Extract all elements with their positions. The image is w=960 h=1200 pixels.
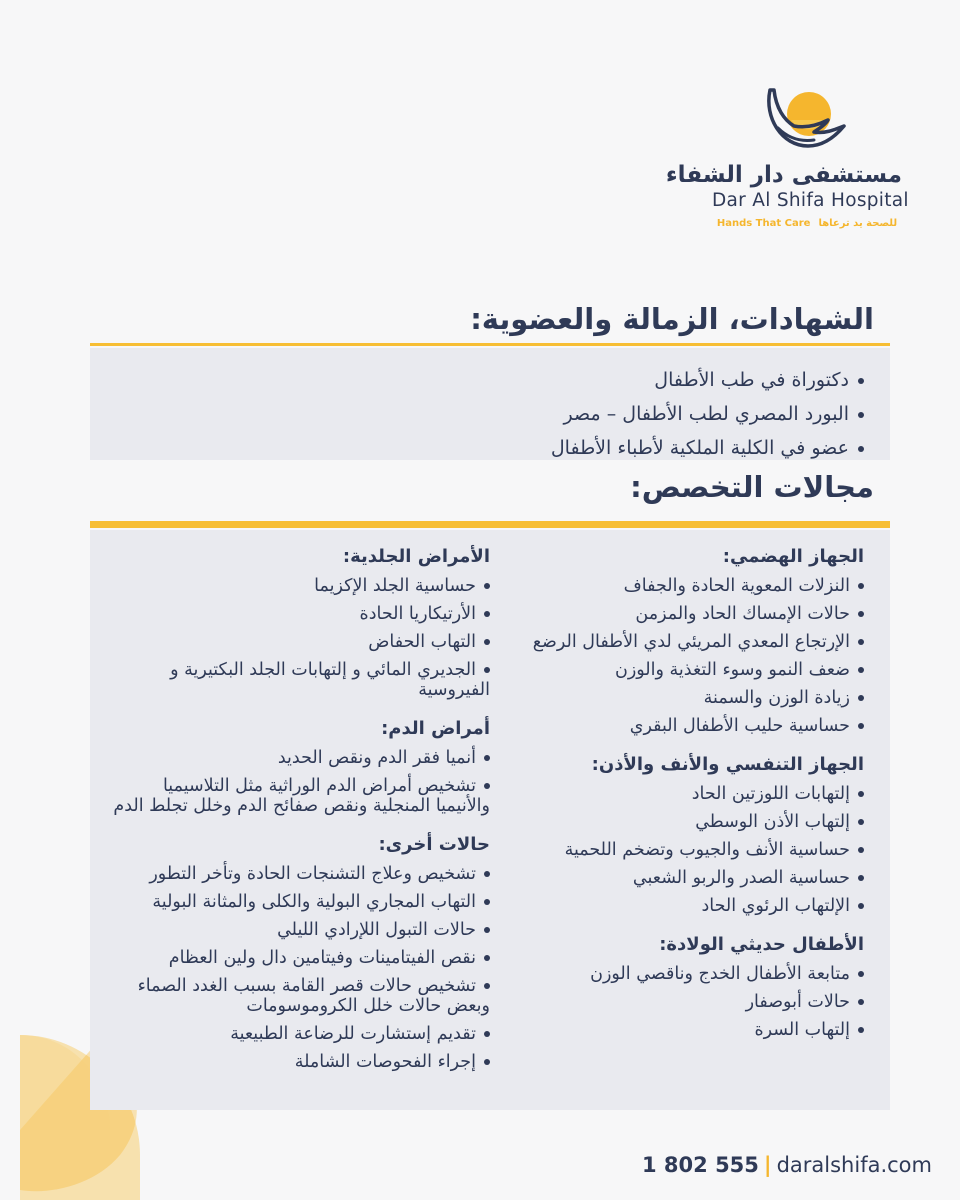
- list-item: [504, 600, 864, 628]
- list-item: [504, 864, 864, 892]
- bullet-icon: [858, 583, 864, 589]
- category-list: [504, 780, 864, 920]
- list-item-text: التهاب المجاري البولية والكلى والمثانة البولية: [152, 892, 476, 912]
- brand-name-arabic: مستشفى دار الشفاء: [665, 162, 902, 188]
- category-list: [110, 860, 490, 1076]
- list-item: [90, 397, 864, 431]
- bullet-icon: [858, 999, 864, 1005]
- list-item-text: الإرتجاع المعدي المريئي لدي الأطفال الرضع: [532, 632, 850, 652]
- list-item-text: إلتهابات اللوزتين الحاد: [691, 784, 850, 804]
- bullet-icon: [858, 723, 864, 729]
- bullet-icon: [484, 611, 490, 617]
- list-item: [504, 712, 864, 740]
- category-list: [110, 572, 490, 704]
- list-item-text: تشخيص أمراض الدم الوراثية مثل التلاسيميا والأنيميا المنجلية ونقص صفائح الدم وخلل تجلط الدم: [113, 776, 490, 816]
- bullet-icon: [858, 875, 864, 881]
- bullet-icon: [858, 819, 864, 825]
- bullet-icon: [484, 639, 490, 645]
- bullet-icon: [858, 639, 864, 645]
- category-heading: أمراض الدم:: [381, 718, 490, 739]
- list-item: [110, 888, 490, 916]
- bullet-icon: [484, 871, 490, 877]
- specialties-column-right: [504, 546, 864, 1044]
- list-item-text: النزلات المعوية الحادة والجفاف: [623, 576, 850, 596]
- list-item: [110, 656, 490, 704]
- bullet-icon: [858, 611, 864, 617]
- bullet-icon: [484, 783, 490, 789]
- list-item-text: حالات الإمساك الحاد والمزمن: [635, 604, 850, 624]
- list-item: [504, 960, 864, 988]
- list-item: [504, 892, 864, 920]
- list-item: [504, 836, 864, 864]
- list-item-text: نقص الفيتامينات وفيتامين دال ولين العظام: [168, 948, 476, 968]
- bullet-icon: [484, 1059, 490, 1065]
- certifications-title: الشهادات، الزمالة والعضوية:: [470, 302, 874, 336]
- list-item: [110, 1020, 490, 1048]
- category-heading: الجهاز التنفسي والأنف والأذن:: [591, 754, 864, 775]
- category-list: [110, 744, 490, 820]
- bullet-icon: [484, 983, 490, 989]
- list-item-text: حالات أبوصفار: [745, 992, 850, 1012]
- list-item: [504, 656, 864, 684]
- category-heading: الأطفال حديثي الولادة:: [659, 934, 864, 955]
- category-heading: الأمراض الجلدية:: [342, 546, 490, 567]
- list-item: [504, 808, 864, 836]
- hospital-logo-icon: [764, 80, 850, 158]
- list-item: [504, 780, 864, 808]
- specialties-title: مجالات التخصص:: [630, 470, 874, 504]
- list-item: [110, 600, 490, 628]
- website-link[interactable]: daralshifa.com: [776, 1153, 932, 1177]
- list-item-text: الجديري المائي و إلتهابات الجلد البكتيرية و الفيروسية: [170, 660, 490, 700]
- list-item: [504, 1016, 864, 1044]
- list-item: [110, 972, 490, 1020]
- list-item: [110, 772, 490, 820]
- list-item-text: البورد المصري لطب الأطفال – مصر: [563, 403, 849, 425]
- bullet-icon: [484, 927, 490, 933]
- list-item: [90, 431, 864, 465]
- certifications-box: [90, 348, 890, 460]
- bullet-icon: [858, 847, 864, 853]
- bullet-icon: [858, 903, 864, 909]
- list-item: [504, 572, 864, 600]
- list-item-text: حالات التبول اللإرادي الليلي: [277, 920, 476, 940]
- hospital-logo: [665, 80, 909, 270]
- list-item-text: تشخيص وعلاج التشنجات الحادة وتأخر التطور: [149, 864, 476, 884]
- list-item-text: تقديم إستشارت للرضاعة الطبيعية: [230, 1024, 476, 1044]
- list-item: [110, 916, 490, 944]
- bullet-icon: [858, 412, 864, 418]
- list-item-text: إلتهاب السرة: [754, 1020, 850, 1040]
- list-item-text: دكتوراة في طب الأطفال: [654, 369, 849, 391]
- tagline-english: Hands That Care: [716, 218, 811, 229]
- list-item-text: أنميا فقر الدم ونقص الحديد: [277, 748, 476, 768]
- certifications-list: [90, 348, 890, 465]
- specialties-box: [90, 530, 890, 1110]
- list-item: [110, 1048, 490, 1076]
- list-item-text: عضو في الكلية الملكية لأطباء الأطفال: [550, 437, 849, 459]
- bullet-icon: [484, 899, 490, 905]
- list-item: [110, 744, 490, 772]
- list-item-text: تشخيص حالات قصر القامة بسبب الغدد الصماء وبعض حالات خلل الكروموسومات: [137, 976, 490, 1016]
- list-item: [110, 628, 490, 656]
- list-item-text: حساسية الأنف والجيوب وتضخم اللحمية: [564, 840, 850, 860]
- footer-separator: |: [763, 1153, 772, 1177]
- list-item: [504, 684, 864, 712]
- bullet-icon: [484, 1031, 490, 1037]
- bullet-icon: [858, 1027, 864, 1033]
- list-item-text: حساسية الجلد الإكزيما: [314, 576, 476, 596]
- list-item-text: حساسية حليب الأطفال البقري: [629, 716, 850, 736]
- bullet-icon: [858, 971, 864, 977]
- list-item-text: إلتهاب الأذن الوسطي: [695, 812, 850, 832]
- bullet-icon: [484, 955, 490, 961]
- list-item-text: متابعة الأطفال الخدج وناقصي الوزن: [590, 964, 850, 984]
- category-heading: الجهاز الهضمي:: [722, 546, 864, 567]
- bullet-icon: [484, 583, 490, 589]
- bullet-icon: [858, 791, 864, 797]
- list-item-text: زيادة الوزن والسمنة: [703, 688, 850, 708]
- bullet-icon: [484, 667, 490, 673]
- specialties-divider: [90, 521, 890, 528]
- bullet-icon: [858, 378, 864, 384]
- list-item: [504, 628, 864, 656]
- tagline-arabic: للصحة يد ترعاها: [818, 218, 898, 229]
- list-item-text: التهاب الحفاض: [368, 632, 476, 652]
- bullet-icon: [858, 667, 864, 673]
- list-item: [90, 363, 864, 397]
- list-item-text: حساسية الصدر والربو الشعبي: [632, 868, 850, 888]
- list-item: [110, 572, 490, 600]
- list-item: [504, 988, 864, 1016]
- list-item: [110, 944, 490, 972]
- brand-name-english: Dar Al Shifa Hospital: [712, 190, 909, 211]
- category-list: [504, 960, 864, 1044]
- list-item-text: ضعف النمو وسوء التغذية والوزن: [614, 660, 850, 680]
- bullet-icon: [484, 755, 490, 761]
- category-list: [504, 572, 864, 740]
- bullet-icon: [858, 446, 864, 452]
- footer-contact: [642, 1153, 932, 1177]
- category-heading: حالات أخرى:: [378, 834, 490, 855]
- brand-tagline: [712, 218, 902, 229]
- list-item: [110, 860, 490, 888]
- list-item-text: الإلتهاب الرئوي الحاد: [701, 896, 850, 916]
- list-item-text: إجراء الفحوصات الشاملة: [294, 1052, 476, 1072]
- specialties-column-left: [110, 546, 490, 1076]
- bullet-icon: [858, 695, 864, 701]
- list-item-text: الأرتيكاريا الحادة: [359, 604, 476, 624]
- phone-number: 1 802 555: [642, 1153, 759, 1177]
- certifications-divider: [90, 343, 890, 346]
